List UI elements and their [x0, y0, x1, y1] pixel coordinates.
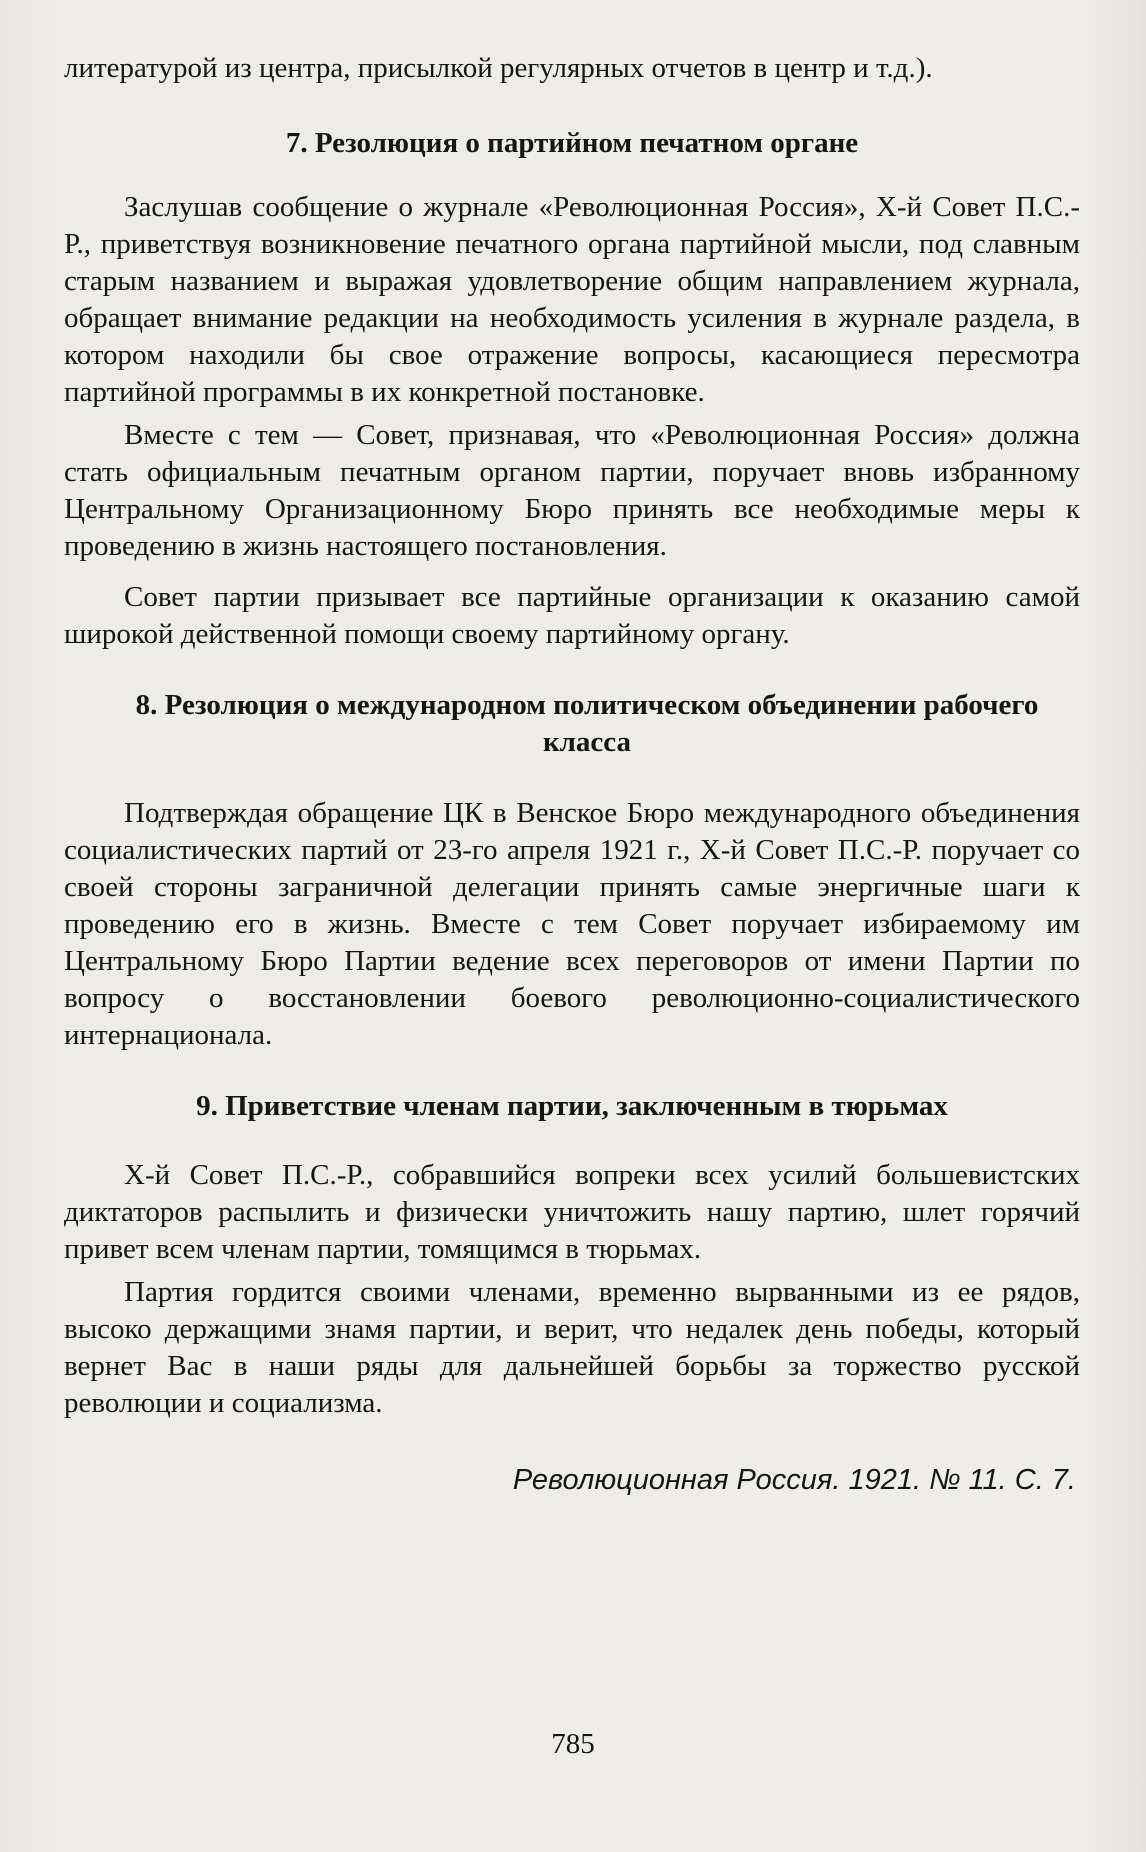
section-9-paragraph-1: Х-й Совет П.С.-Р., собравшийся вопреки всех усилий большевистских диктаторов распылить и физически уничтожить нашу партию, шлет горячий привет всем членам партии, томящимся в тюрьмах.: [64, 1159, 1080, 1265]
section-9-paragraph-2: Партия гордится своими членами, временно вырванными из ее рядов, высоко держащими знамя партии, и верит, что недалек день победы, который вернет Вас в наши ряды для дальнейшей борьбы за торжество русской революции и социализма.: [64, 1276, 1080, 1419]
section-9-heading: 9. Приветствие членам партии, заключенным в тюрьмах: [196, 1090, 948, 1122]
page-number: 785: [551, 1728, 595, 1760]
intro-fragment: литературой из центра, присылкой регулярных отчетов в центр и т.д.).: [64, 52, 933, 84]
section-7-paragraph-2: Вместе с тем — Совет, признавая, что «Революционная Россия» должна стать официальным печатным органом партии, поручает вновь избранному Центральному Организационному Бюро принять все необходимые меры к проведению в жизнь настоящего постановления.: [64, 419, 1080, 562]
page-content: [64, 50, 1080, 1528]
section-8-paragraph-1: Подтверждая обращение ЦК в Венское Бюро международного объединения социалистических партий от 23-го апреля 1921 г., Х-й Совет П.С.-Р. поручает со своей стороны заграничной делегации принять самые энергичные шаги к проведению его в жизнь. Вместе с тем Совет поручает избираемому им Центральному Бюро Партии ведение всех переговоров от имени Партии по вопросу о восстановлении боевого революционно-социалистического интернационала.: [64, 797, 1080, 1051]
section-7-heading: 7. Резолюция о партийном печатном органе: [285, 127, 859, 159]
section-8-heading: 8. Резолюция о международном политическом объединении рабочего класса: [135, 689, 1039, 758]
section-7-paragraph-1: Заслушав сообщение о журнале «Революционная Россия», Х-й Совет П.С.-Р., приветствуя возникновение печатного органа партийной мысли, под славным старым названием и выражая удовлетворение общим направлением журнала, обращает внимание редакции на необходимость усиления в журнале раздела, в котором находили бы свое отражение вопросы, касающиеся пересмотра партийной программы в их конкретной постановке.: [64, 191, 1080, 408]
section-7-paragraph-3: Совет партии призывает все партийные организации к оказанию самой широкой действенной помощи своему партийному органу.: [64, 581, 1080, 650]
source-citation: Революционная Россия. 1921. № 11. С. 7.: [512, 1464, 1076, 1496]
